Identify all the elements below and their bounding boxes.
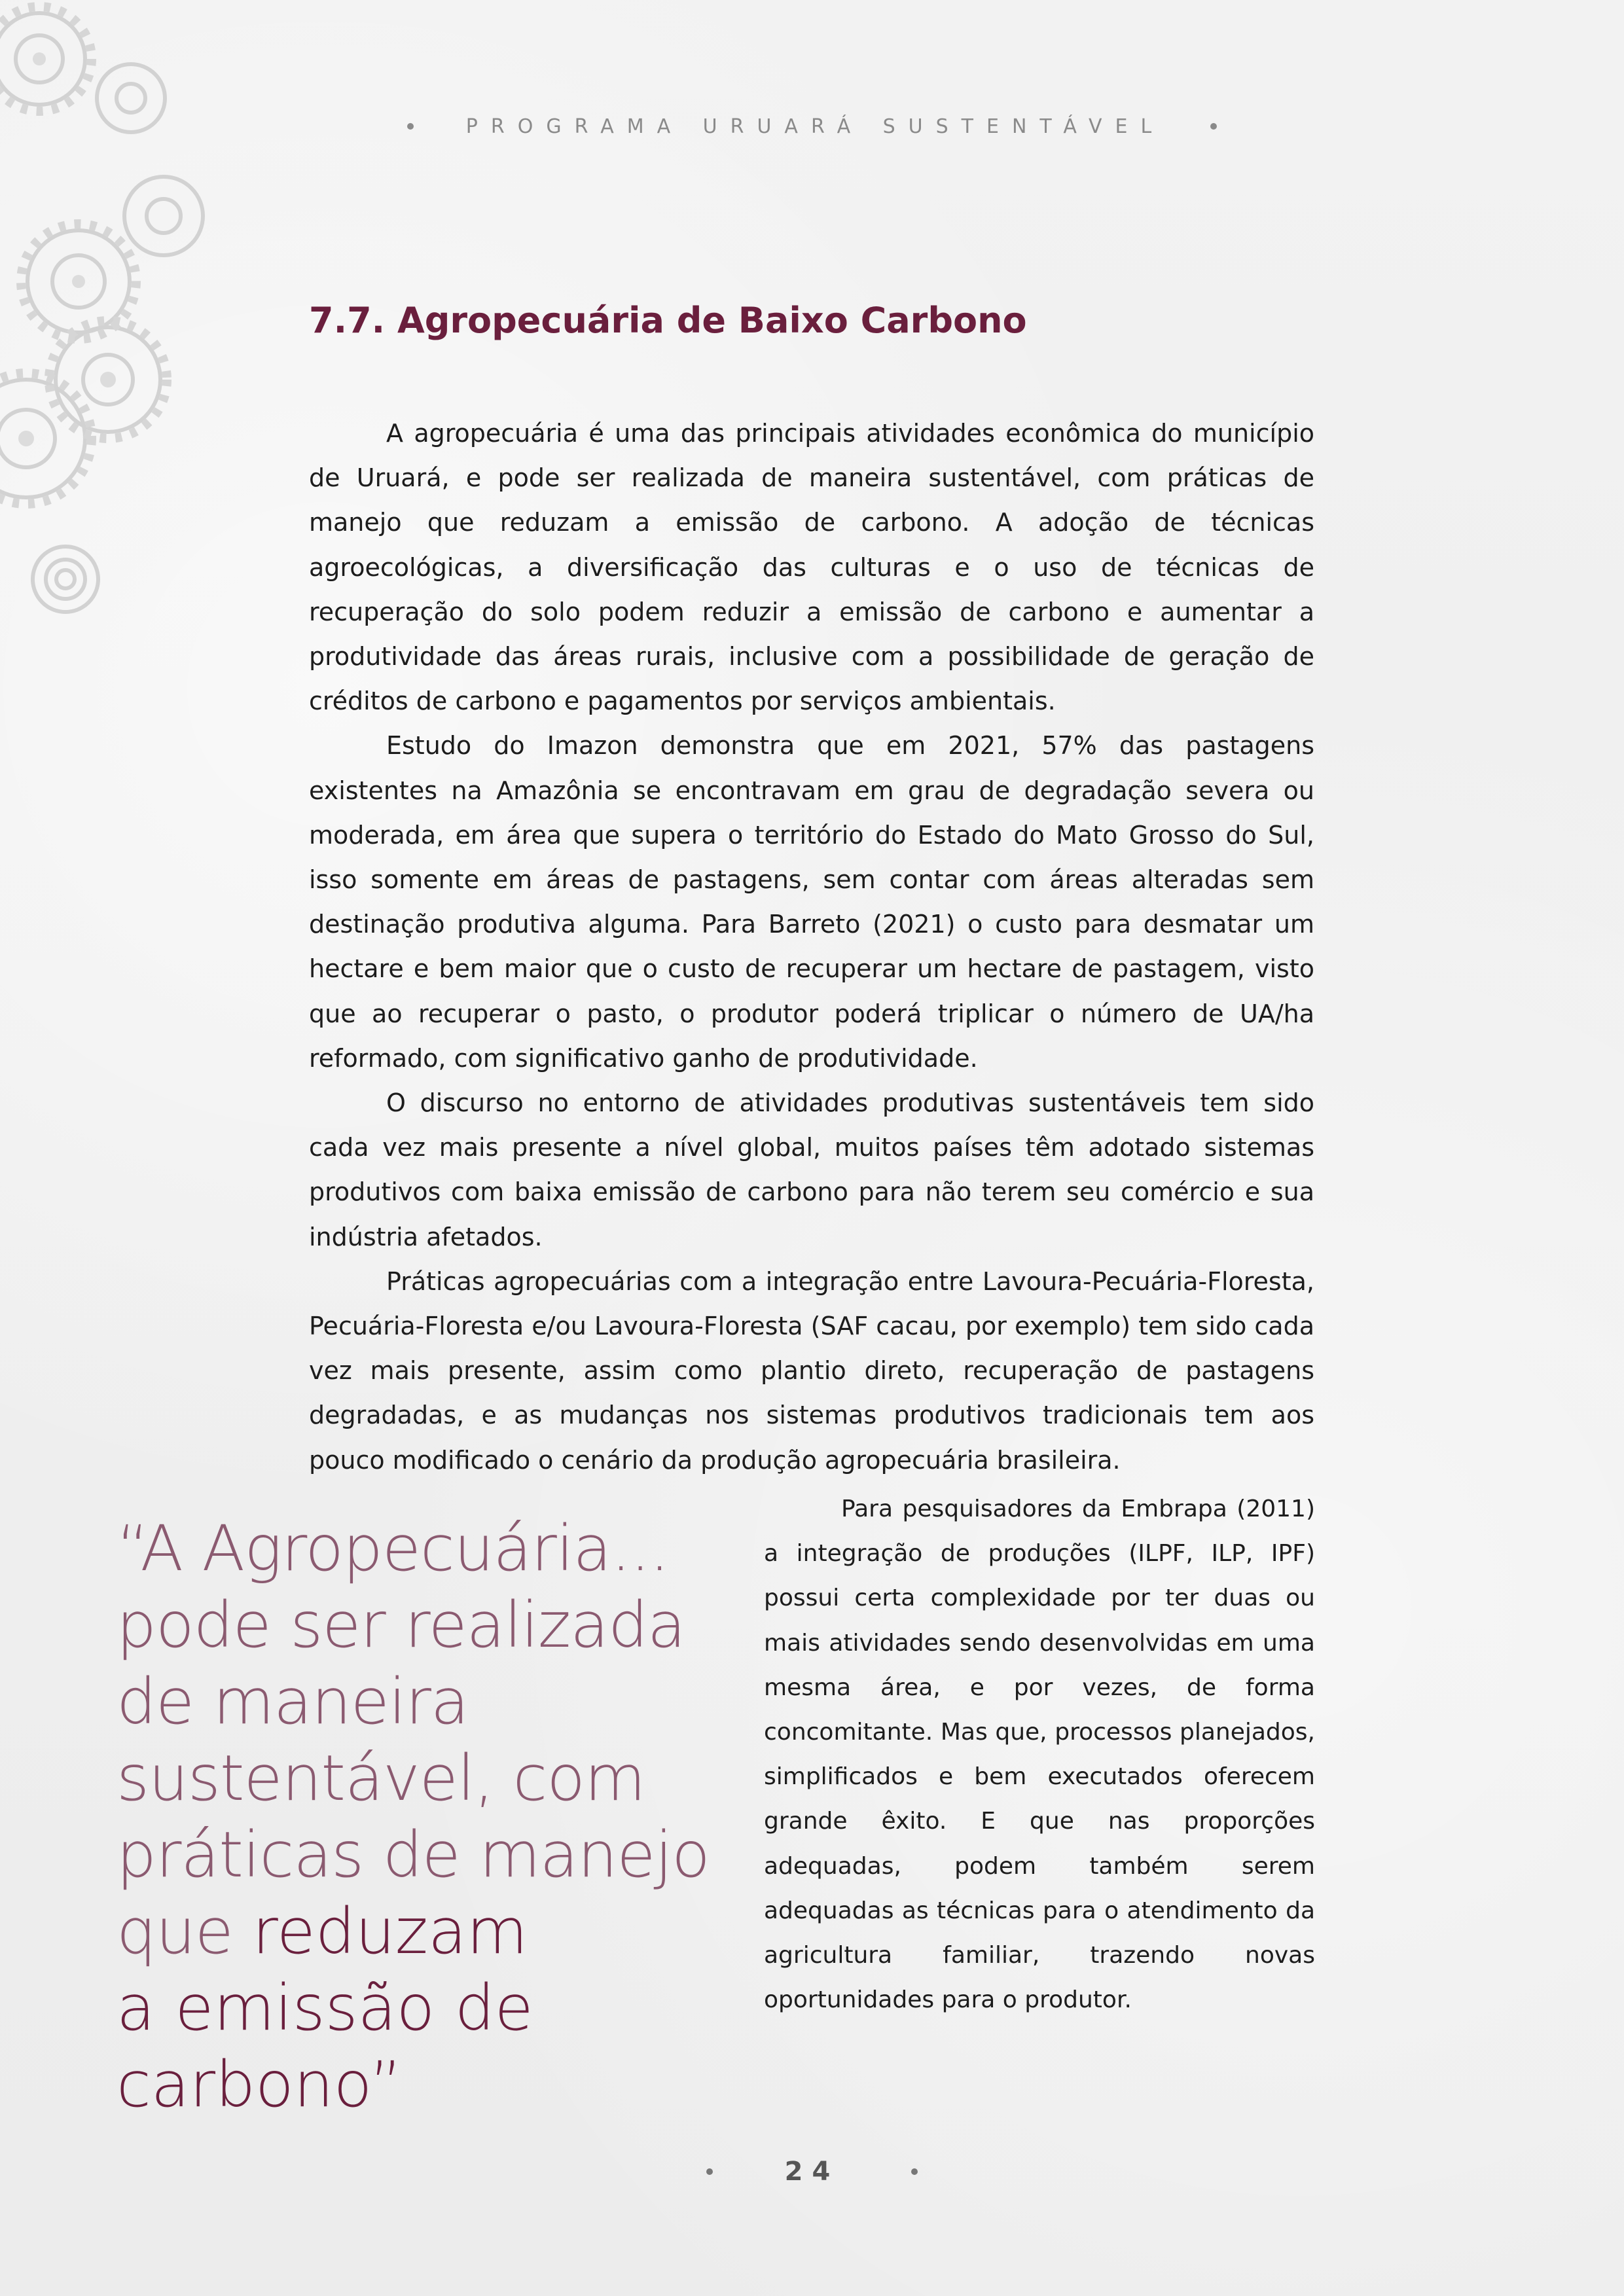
quote-line-3: de maneira [117,1665,469,1738]
paragraph-2: Estudo do Imazon demonstra que em 2021, 57% das pastagens existentes na Amazônia se encontravam em grau de degradação severa ou moderada, em área que supera o território do Estado do Mato Grosso do Sul, isso somente em áreas de pastagens, sem contar com áreas alteradas sem destinação produtiva alguma. Para Barreto (2021) o custo para desmatar um hectare e bem maior que o custo de recuperar um hectare de pastagem, visto que ao recuperar o pasto, o produtor poderá triplicar o número de UA/ha reformado, com significativo ganho de produtividade. [309,731,1314,1073]
running-header [0,110,1624,143]
column-paragraph: Para pesquisadores da Embrapa (2011) a integração de produções (ILPF, ILP, IPF) possui certa complexidade por ter duas ou mais atividades sendo desenvolvidas em uma mesma área, e por vezes, de forma concomitante. Mas que, processos planejados, simplificados e bem executados oferecem grande êxito. E que nas proporções adequadas, podem também serem adequadas as técnicas para o atendimento da agricultura familiar, trazendo novas oportunidades para o produtor. [764,1496,1315,2014]
quote-line-6-light: que [117,1895,253,1968]
section-title: 7.7. Agropecuária de Baixo Carbono [309,300,1027,341]
paragraph-3: O discurso no entorno de atividades produtivas sustentáveis tem sido cada vez mais presente a nível global, muitos países têm adotado sistemas produtivos com baixa emissão de carbono para não terem seu comércio e sua indústria afetados. [309,1088,1314,1251]
quote-line-4: sustentável, com [117,1742,645,1815]
quote-line-7: a emissão de [117,1971,533,2045]
quote-line-8: carbono” [117,2048,403,2121]
header-dot-left [407,123,414,130]
quote-line-6-strong: reduzam [252,1895,528,1968]
pull-quote [117,1511,710,2123]
quote-line-6 [117,1893,706,1970]
right-column-text [764,1487,1315,2022]
footer-dot-left [706,2168,713,2175]
header-text: PROGRAMA URUARÁ SUSTENTÁVEL [465,115,1165,138]
footer-dot-right [911,2168,918,2175]
header-dot-right [1210,123,1217,130]
page-footer [0,2152,1624,2191]
quote-line-5: práticas de manejo [117,1818,710,1892]
decorative-gears-icon [0,0,249,655]
main-body-text [309,411,1314,1482]
page-number: 24 [784,2157,840,2187]
paragraph-4: Práticas agropecuárias com a integração entre Lavoura-Pecuária-Floresta, Pecuária-Floresta e/ou Lavoura-Floresta (SAF cacau, por exemplo) tem sido cada vez mais presente, assim como plantio direto, recuperação de pastagens degradadas, e as mudanças nos sistemas produtivos tradicionais tem aos pouco modificado o cenário da produção agropecuária brasileira. [309,1266,1314,1475]
paragraph-1: A agropecuária é uma das principais atividades econômica do município de Uruará, e pode ser realizada de maneira sustentável, com práticas de manejo que reduzam a emissão de carbono. A adoção de técnicas agroecológicas, a diversificação das culturas e o uso de técnicas de recuperação do solo podem reduzir a emissão de carbono e aumentar a produtividade das áreas rurais, inclusive com a possibilidade de geração de créditos de carbono e pagamentos por serviços ambientais. [309,419,1314,716]
quote-line-2: pode ser realizada [117,1588,685,1662]
quote-line-1: “A Agropecuária... [117,1512,669,1585]
